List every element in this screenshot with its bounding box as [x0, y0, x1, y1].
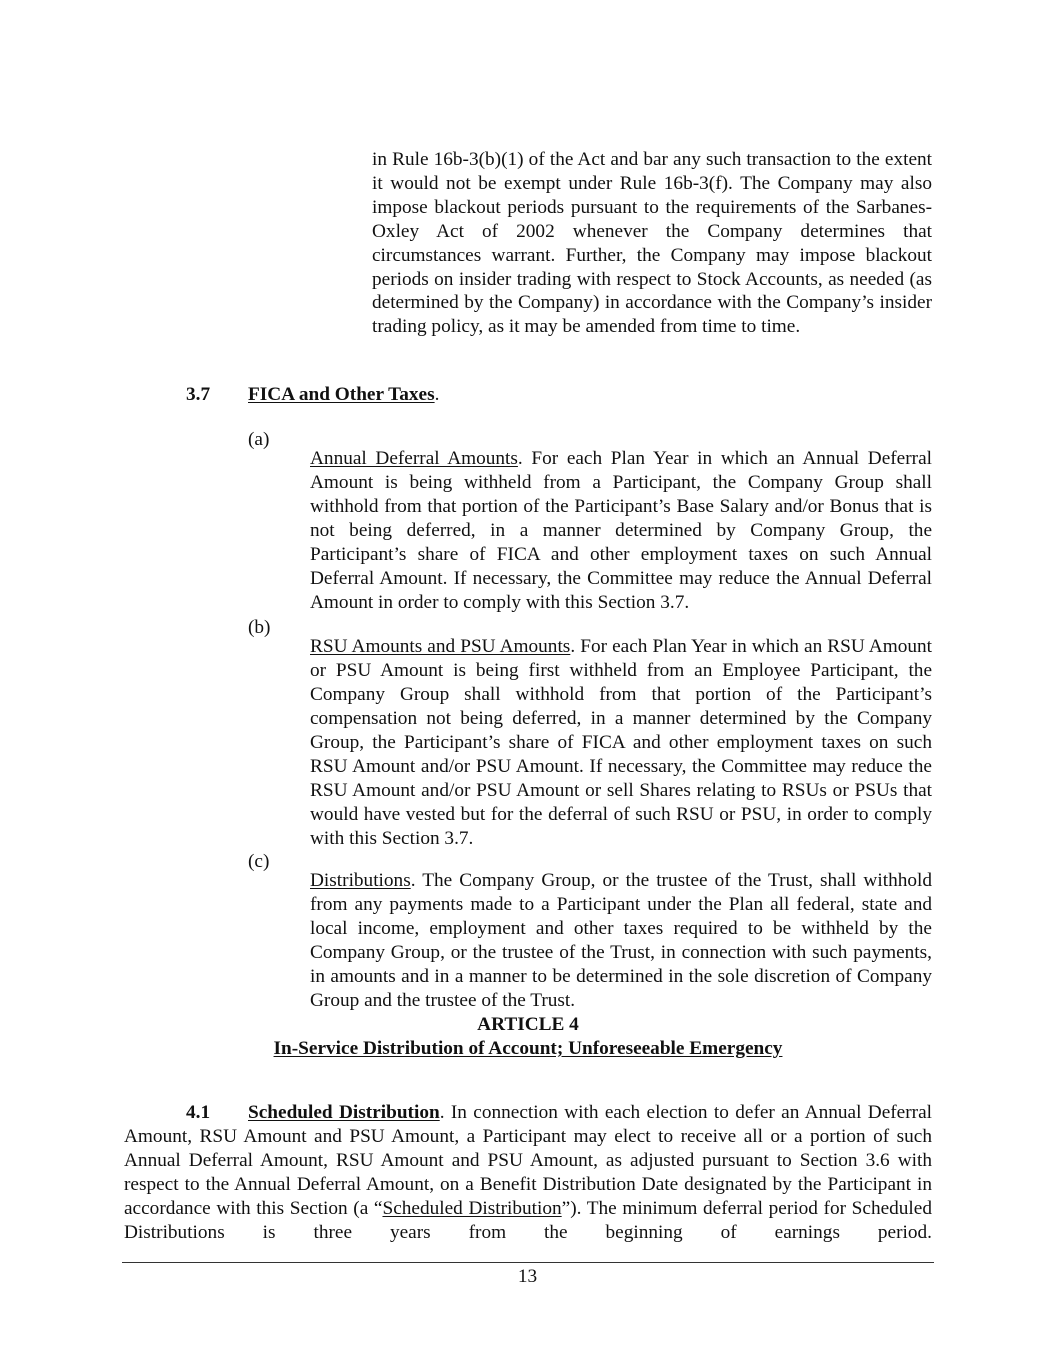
section-number: 3.7 — [186, 384, 211, 405]
section-title-suffix: . — [434, 384, 440, 405]
subsection-a — [248, 428, 932, 634]
subsection-body — [310, 869, 932, 1012]
footer-divider — [122, 1262, 934, 1263]
subsection-text: . The Company Group, or the trustee of the Trust, shall withhold from any payments made to a Participant under the Plan all federal, state and local income, employment and other taxes required to be withheld by the Company Group, or the trustee of the Trust, in connection with such payments, in amounts and in a manner to be determined in the sole discretion of Company Group and the trustee of the Trust. — [310, 870, 932, 1011]
subsection-label: (a) — [248, 429, 270, 450]
subsection-body — [310, 447, 932, 614]
section-title: Scheduled Distribution — [248, 1102, 440, 1124]
page-number: 13 — [517, 1266, 538, 1287]
article-heading — [124, 1013, 932, 1061]
subsection-b — [248, 616, 932, 870]
subsection-heading: Annual Deferral Amounts — [310, 448, 518, 470]
article-title: In-Service Distribution of Account; Unforeseeable Emergency — [273, 1037, 783, 1059]
defined-term: Scheduled Distribution — [382, 1197, 562, 1219]
article-label: ARTICLE 4 — [477, 1014, 579, 1035]
subsection-label: (b) — [248, 617, 271, 638]
section-text-before: . In connection with each election to defer an Annual Deferral Amount, RSU Amount and PSU Amount, a Participant may elect to receive all or a portion of such Annual Deferral Amount, RSU Amount and PSU Amount, as adjusted pursuant to Section 3.6 with respect to the Annual Deferral Amount, on a Benefit Distribution Date designated by the Participant in accordance with this Section (a “ — [124, 1102, 932, 1219]
section-text-after: ”). The minimum deferral period for Scheduled Distributions is three years from the beginning of earnings period. — [124, 1197, 932, 1243]
continuation-paragraph: in Rule 16b-3(b)(1) of the Act and bar any such transaction to the extent it would not be exempt under Rule 16b-3(f). The Company may also impose blackout periods pursuant to the requirements of the Sarbanes-Oxley Act of 2002 whenever the Company determines that circumstances warrant. Further, the Company may impose blackout periods on insider trading with respect to Stock Accounts, as needed (as determined by the Company) in accordance with the Company’s insider trading policy, as it may be amended from time to time. — [372, 149, 932, 338]
subsection-heading: Distributions — [310, 870, 411, 892]
subsection-text: . For each Plan Year in which an Annual Deferral Amount is being withheld from a Participant, the Company Group shall withhold from that portion of the Participant’s Base Salary and/or Bonus that is not being deferred, in a manner determined by Company Group, the Participant’s share of FICA and other employment taxes on such Annual Deferral Amount. If necessary, the Committee may reduce the Annual Deferral Amount in order to comply with this Section 3.7. — [310, 448, 932, 613]
section-title: FICA and Other Taxes — [248, 384, 435, 405]
subsection-body — [310, 635, 932, 850]
subsection-label: (c) — [248, 851, 270, 872]
section-4-1-paragraph — [124, 1101, 932, 1244]
subsection-text: . For each Plan Year in which an RSU Amount or PSU Amount is being first withheld from an Employee Participant, the Company Group shall withhold from that portion of the Participant’s compensation not being deferred, in a manner determined by the Company Group, the Participant’s share of FICA and other employment taxes on such RSU Amount and/or PSU Amount. If necessary, the Committee may reduce the RSU Amount and/or PSU Amount or sell Shares relating to RSUs or PSUs that would have vested but for the deferral of such RSU or PSU, in order to comply with this Section 3.7. — [310, 636, 933, 849]
subsection-c — [248, 850, 932, 1032]
section-number: 4.1 — [186, 1102, 211, 1124]
section-3-7-heading — [186, 383, 786, 407]
subsection-heading: RSU Amounts and PSU Amounts — [310, 636, 571, 658]
